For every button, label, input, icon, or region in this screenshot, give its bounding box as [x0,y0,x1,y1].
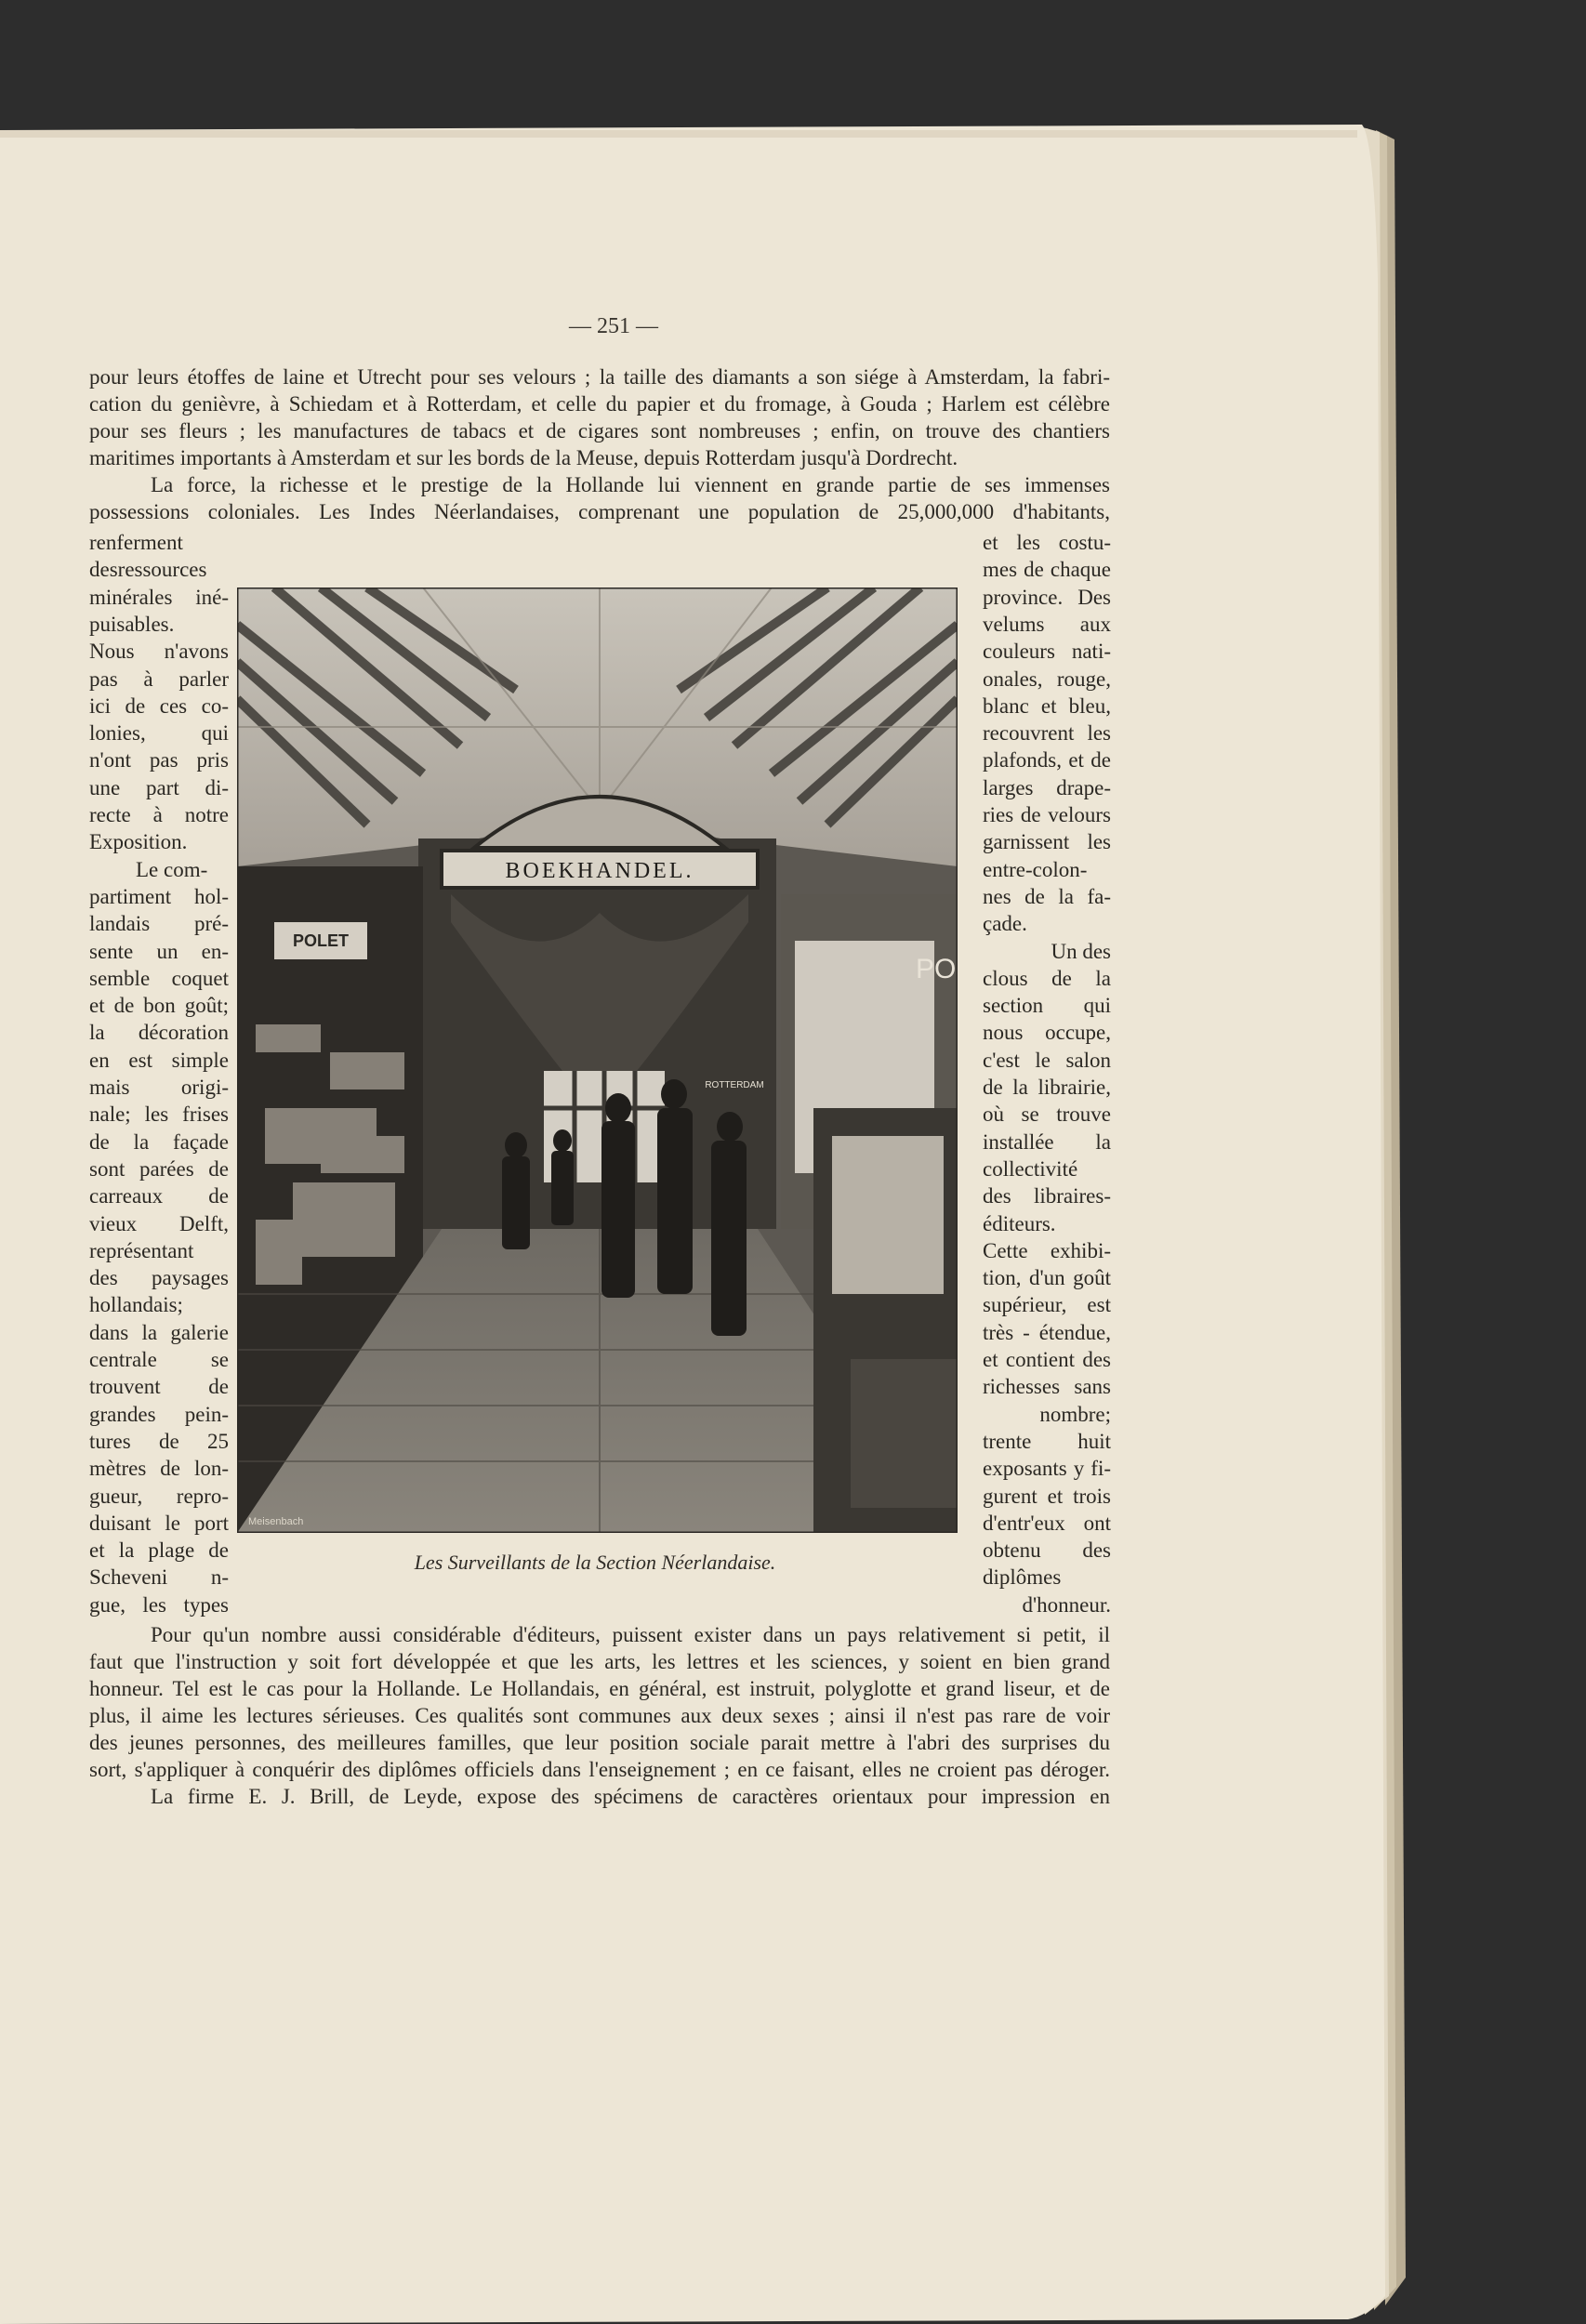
column-line: installée la [983,1129,1111,1154]
column-line: la décoration [89,1021,229,1045]
photo-caption: Les Surveillants de la Section Néerlandaise. [414,1551,776,1574]
column-line: entre-colon- [983,857,1088,881]
column-line: c'est le salon [983,1048,1111,1072]
column-line: très - étendue, [983,1320,1111,1344]
column-line: Cette exhibi- [983,1238,1111,1262]
text-line: sort, s'appliquer à conquérir des diplômes officiels dans l'enseignement ; en ce faisant, elles ne croient pas déroger. [89,1758,1110,1781]
column-line: velums aux [983,612,1111,636]
column-line: et contient des [983,1348,1111,1371]
column-line: des paysages [89,1266,229,1290]
column-line: section qui [983,994,1111,1018]
polet-sign: POLET [292,931,350,950]
column-line: ries de velours [983,803,1111,826]
text-line: pour leurs étoffes de laine et Utrecht pour ses velours ; la taille des diamants a son siége à Amsterdam, la fabri- [89,365,1110,389]
column-line: d'honneur. [1022,1592,1111,1617]
column-line: en est simple [89,1048,229,1072]
column-line: blanc et bleu, [983,693,1111,718]
column-line: nombre; [1039,1402,1111,1426]
column-line: supérieur, est [983,1293,1111,1317]
column-line: tures de 25 [89,1429,229,1453]
column-line: et de bon goût; [89,994,229,1018]
column-line: éditeurs. [983,1211,1056,1235]
column-line: plafonds, et de [983,748,1111,772]
column-line: nale; les frises [89,1103,229,1127]
column-line: n'ont pas pris [89,748,229,772]
column-line: richesses sans [983,1375,1111,1399]
text-line: honneur. Tel est le cas pour la Hollande. Le Hollandais, en général, est instruit, polyglotte et grand liseur, et de [89,1677,1110,1700]
text-line: Pour qu'un nombre aussi considérable d'éditeurs, puissent exister dans un pays relativement si petit, il [151,1623,1110,1646]
column-line: obtenu des [983,1538,1111,1563]
column-line: mais origi- [89,1076,229,1099]
text-line: faut que l'instruction y soit fort développée et que les arts, les lettres et les sciences, y soient en bien grand [89,1650,1110,1673]
column-line: carreaux de [89,1184,229,1208]
text-line: La firme E. J. Brill, de Leyde, expose des spécimens de caractères orientaux pour impression en [151,1785,1110,1808]
column-line: Nous n'avons [89,640,229,664]
engraver-signature: Meisenbach [248,1516,304,1527]
column-line: où se trouve [983,1103,1111,1127]
column-line: collectivité [983,1156,1078,1181]
page-number: — 251 — [569,314,658,338]
column-line: nous occupe, [983,1021,1111,1045]
column-line: semble coquet [89,966,229,990]
text-line: cation du genièvre, à Schiedam et à Rotterdam, et celle du papier et du fromage, à Gouda ; Harlem est célèbre [89,392,1110,416]
column-line: trente huit [983,1429,1111,1453]
column-line: sente un en- [89,939,229,963]
column-line: larges drape- [983,775,1111,799]
text-line: des jeunes personnes, des meilleures familles, que leur position sociale parait mettre à l'abri des surprises du [89,1731,1110,1754]
column-line: mes de chaque [983,558,1111,582]
boekhandel-sign: BOEKHANDEL. [505,859,694,883]
column-line: représentant [89,1238,194,1262]
column-line: recouvrent les [983,721,1111,746]
column-line: Scheveni n- [89,1565,229,1590]
column-line: gurent et trois [983,1484,1111,1508]
column-line: gue, les types [89,1592,229,1617]
column-line: dans la galerie [89,1320,229,1344]
column-line: garnissent les [983,830,1111,854]
column-line: et la plage de [89,1538,229,1563]
column-line: mètres de lon- [89,1457,229,1481]
column-line: landais pré- [89,912,229,936]
column-line: clous de la [983,966,1111,990]
column-line: d'entr'eux ont [983,1511,1111,1535]
column-line: çade. [983,912,1027,936]
column-line: Exposition. [89,830,188,854]
column-line: puisables. [89,612,175,636]
column-line: nes de la fa- [983,884,1111,908]
text-line: maritimes importants à Amsterdam et sur les bords de la Meuse, depuis Rotterdam jusqu'à Dordrecht. [89,446,958,469]
column-line: de la façade [89,1129,229,1154]
po-sign: PO [916,954,957,984]
column-line: de la librairie, [983,1076,1111,1099]
text-line: possessions coloniales. Les Indes Néerlandaises, comprenant une population de 25,000,000 d'habitants, [89,500,1110,523]
column-line: province. Des [983,585,1111,609]
column-line: minérales iné- [89,585,229,609]
column-line: trouvent de [89,1375,229,1399]
text-line: plus, il aime les lectures sérieuses. Ces qualités sont communes aux deux sexes ; ainsi il n'est pas rare de voir [89,1704,1110,1727]
column-line: et les costu- [983,531,1111,554]
column-line: Le com- [136,857,208,881]
halftone-photograph [237,588,958,1533]
column-line: onales, rouge, [983,667,1111,691]
column-line: Un des [1051,939,1111,963]
text-line: La force, la richesse et le prestige de la Hollande lui viennent en grande partie de ses immenses [151,473,1110,496]
column-line: partiment hol- [89,884,229,908]
column-line: hollandais; [89,1293,183,1317]
rotterdam-sign: ROTTERDAM [705,1080,764,1090]
column-line: grandes pein- [89,1402,229,1426]
column-line: une part di- [89,775,229,799]
column-line: lonies, qui [89,721,229,746]
text-line: pour ses fleurs ; les manufactures de tabacs et de cigares sont nombreuses ; enfin, on trouve des chantiers [89,419,1110,442]
column-line: des libraires- [983,1184,1111,1208]
column-line: recte à notre [89,803,229,826]
column-line: renferment [89,531,183,554]
column-line: desressources [89,558,207,582]
column-line: duisant le port [89,1511,229,1535]
column-line: pas à parler [89,667,229,691]
column-line: centrale se [89,1348,229,1371]
column-line: gueur, repro- [89,1484,229,1508]
column-line: diplômes [983,1565,1062,1590]
column-line: ici de ces co- [89,693,229,718]
column-line: exposants y fi- [983,1457,1111,1481]
column-line: tion, d'un goût [983,1266,1111,1290]
column-line: sont parées de [89,1156,229,1181]
column-line: couleurs nati- [983,640,1111,664]
column-line: vieux Delft, [89,1211,229,1235]
